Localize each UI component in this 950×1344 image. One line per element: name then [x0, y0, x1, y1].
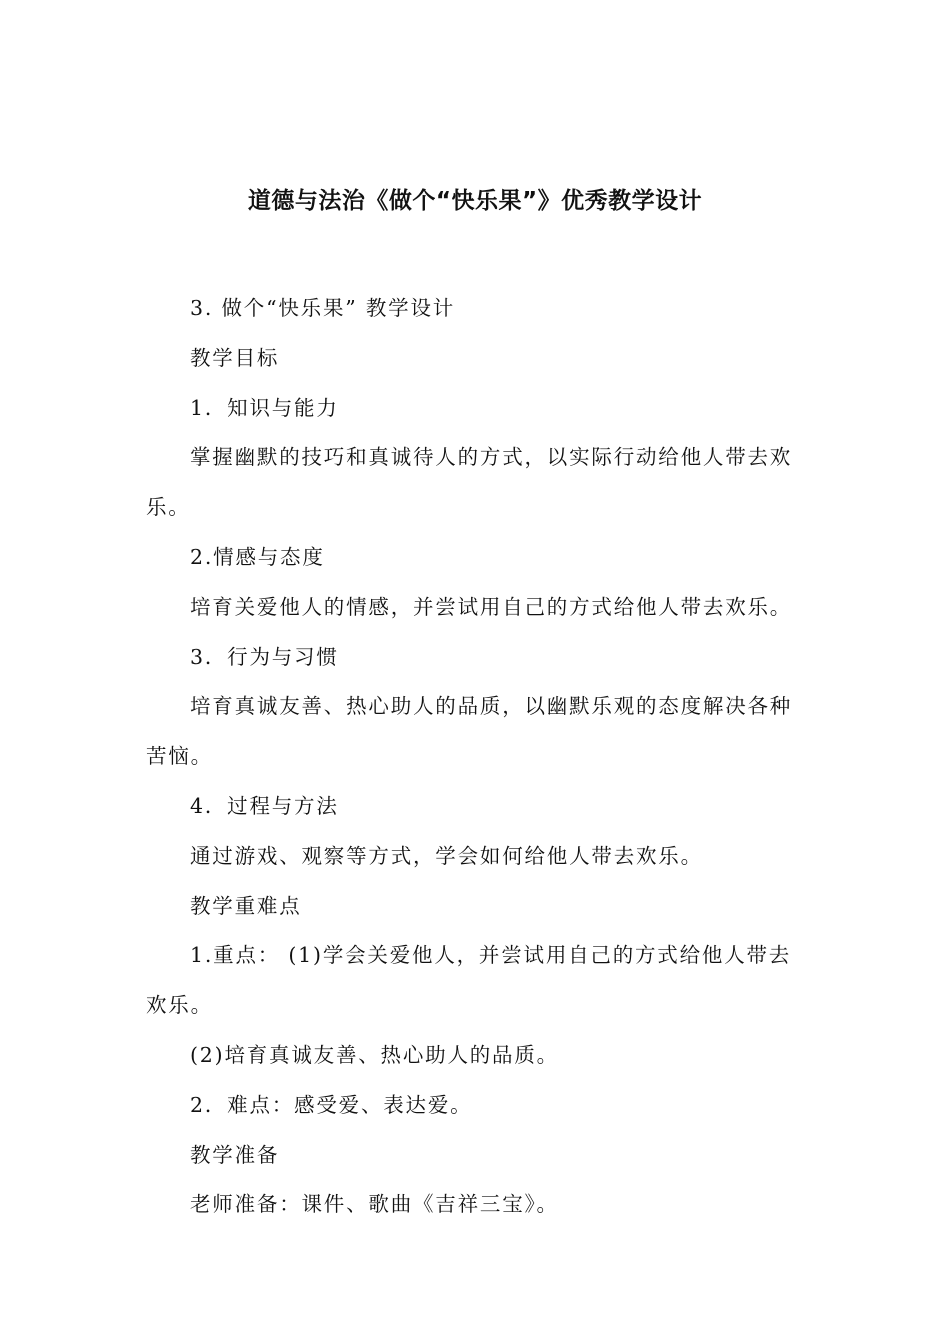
paragraph-objectives-heading: 教学目标 [190, 345, 280, 370]
paragraph-preparation-heading: 教学准备 [190, 1142, 280, 1167]
paragraph-emotion-heading: 2.情感与态度 [190, 544, 325, 569]
paragraph-knowledge-heading: 1．知识与能力 [190, 395, 339, 420]
paragraph-knowledge-text: 掌握幽默的技巧和真诚待人的方式，以实际行动给他人带去欢乐。 [146, 445, 793, 520]
paragraph-keypoint-1b: (2)培育真诚友善、热心助人的品质。 [190, 1042, 559, 1067]
paragraph-process-heading: 4．过程与方法 [190, 793, 339, 818]
document-title: 道德与法治《做个“快乐果”》优秀教学设计 [247, 188, 703, 214]
paragraph-behavior-heading: 3．行为与习惯 [190, 644, 339, 669]
document-body [146, 284, 810, 1230]
paragraph-keypoints-heading: 教学重难点 [190, 893, 302, 918]
paragraph-behavior-text: 培育真诚友善、热心助人的品质，以幽默乐观的态度解决各种苦恼。 [146, 694, 793, 769]
paragraph-teacher-preparation: 老师准备：课件、歌曲《吉祥三宝》。 [190, 1192, 559, 1217]
paragraph-lesson-heading: 3. 做个“快乐果” 教学设计 [190, 296, 456, 320]
paragraph-keypoint-1: 1.重点： (1)学会关爱他人，并尝试用自己的方式给他人带去欢乐。 [146, 943, 792, 1018]
paragraph-process-text: 通过游戏、观察等方式，学会如何给他人带去欢乐。 [190, 843, 703, 868]
paragraph-difficulty: 2．难点：感受爱、表达爱。 [190, 1092, 473, 1117]
paragraph-emotion-text: 培育关爱他人的情感，并尝试用自己的方式给他人带去欢乐。 [190, 594, 793, 619]
